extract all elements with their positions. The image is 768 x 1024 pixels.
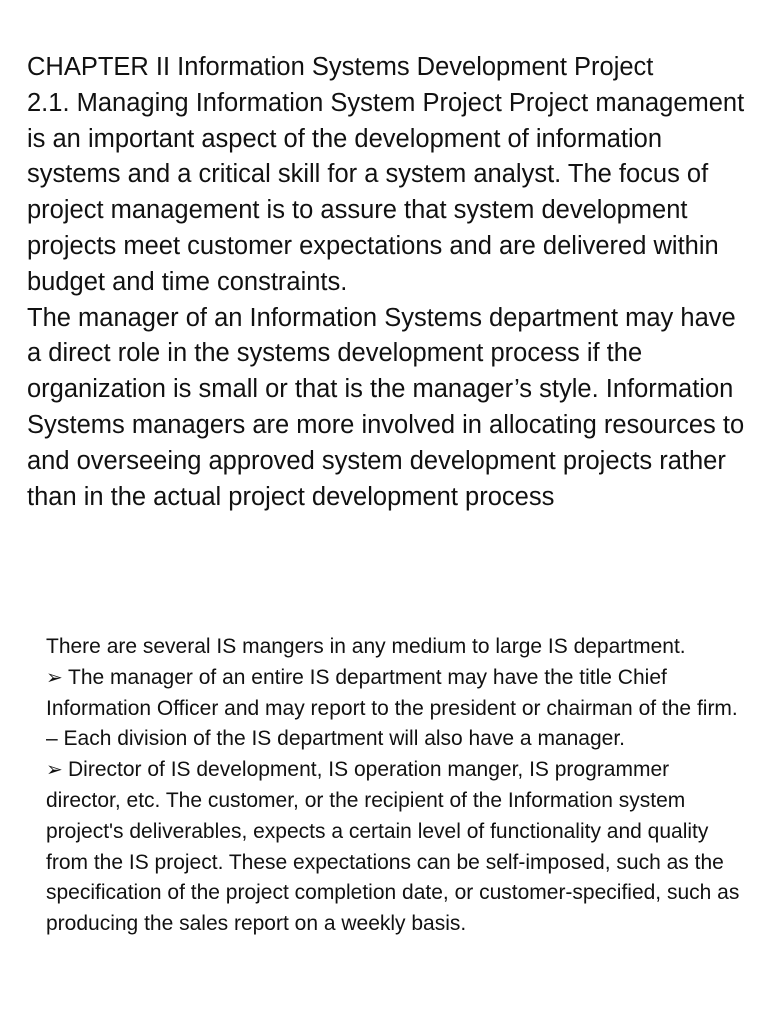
is-manager-role-paragraph: The manager of an Information Systems department may have a direct role in the systems development process if the organization is small or that is the manager’s style. Information Systems managers are more involved in allocating resources to and overseeing approved system development projects rather than in the actual project development process: [27, 303, 745, 511]
chapter-text-block: [27, 50, 747, 515]
bullet-text: The manager of an entire IS department may have the title Chief Information Officer and may report to the president or chairman of the firm. – Each division of the IS department will also have a manager.: [46, 665, 738, 751]
managing-is-project-paragraph: 2.1. Managing Information System Project Project management is an important aspect of the development of information systems and a critical skill for a system analyst. The focus of project management is to assure that system development projects meet customer expectations and are delivered within budget and time constraints.: [27, 88, 745, 296]
chapter-title: CHAPTER II Information Systems Development Project: [27, 53, 654, 81]
bullet-text: Director of IS development, IS operation manger, IS programmer director, etc. The customer, or the recipient of the Information system project's deliverables, expects a certain level of functionality and quality from the IS project. These expectations can be self-imposed, such as the specification of the project completion date, or customer-specified, such as producing the sales report on a weekly basis.: [46, 758, 740, 936]
is-managers-intro: There are several IS mangers in any medium to large IS department.: [46, 635, 686, 658]
arrow-bullet-icon: ➢: [46, 759, 63, 782]
is-managers-text-block: [46, 632, 746, 940]
bullet-item-cio: [46, 663, 746, 755]
arrow-bullet-icon: ➢: [46, 666, 63, 689]
bullet-item-director: [46, 755, 746, 940]
